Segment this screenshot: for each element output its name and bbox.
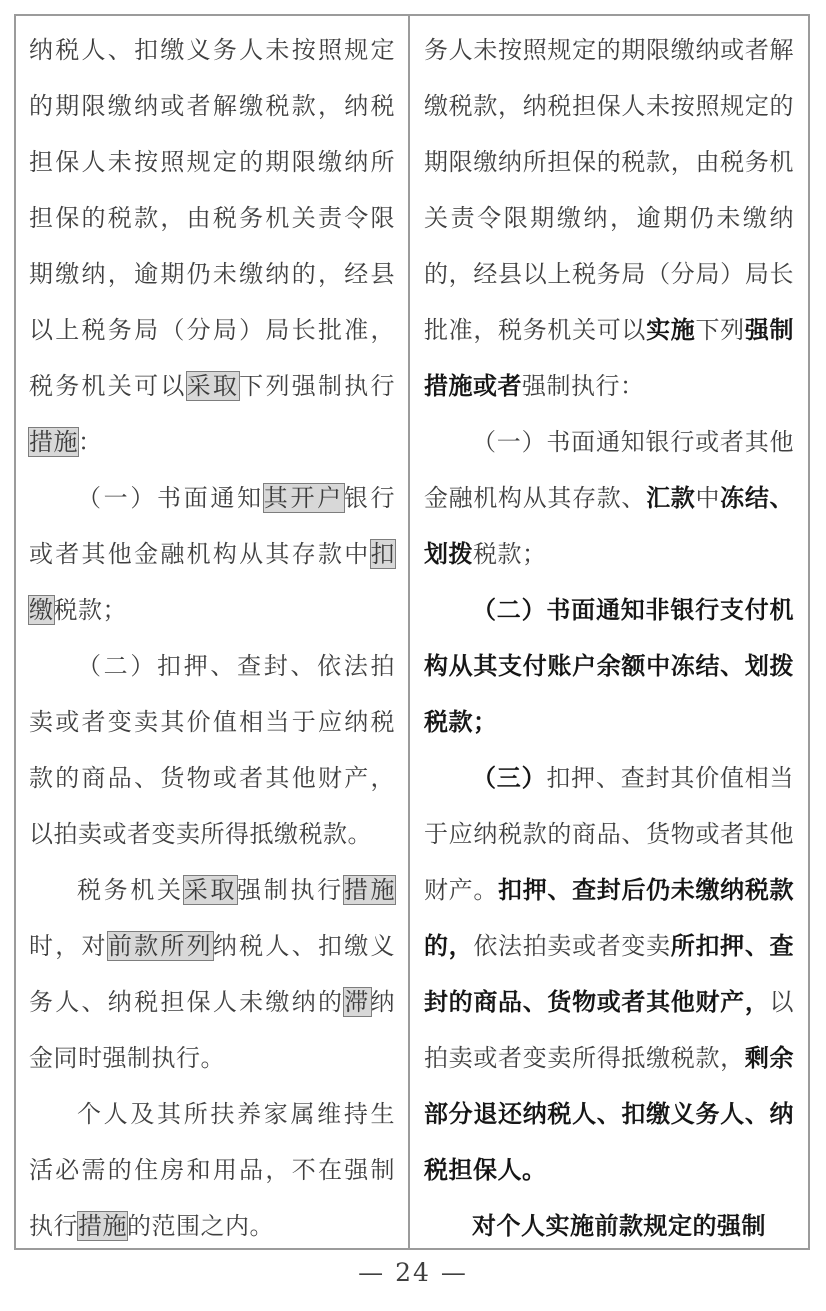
- text-run-deleted: 滞: [344, 988, 371, 1016]
- text-run-normal: 纳税人、扣缴义务人、纳税担保人未缴纳的: [29, 932, 396, 1016]
- text-run-normal: 强制执行: [237, 876, 344, 904]
- text-run-deleted: 措施: [343, 876, 396, 904]
- paragraph: [29, 470, 395, 638]
- text-run-bold: （三）: [472, 764, 547, 792]
- text-run-bold: 冻结、划拨: [424, 484, 795, 568]
- text-run-normal: ：: [78, 428, 103, 456]
- text-run-bold: 所扣押、查封的商品、货物或者其他财产，: [424, 932, 795, 1016]
- text-run-deleted: 采取: [183, 876, 238, 904]
- text-run-normal: 依法拍卖或者变卖: [473, 932, 671, 960]
- text-run-normal: 纳金同时强制执行。: [29, 988, 396, 1072]
- text-run-normal: 时，对: [29, 932, 108, 960]
- text-run-normal: 下列强制执行: [239, 372, 396, 400]
- text-run-deleted: 其开户: [263, 484, 344, 512]
- text-run-normal: 强制执行：: [522, 372, 645, 400]
- law-comparison-table: [14, 14, 810, 1250]
- text-run-bold: 实施: [646, 316, 696, 344]
- text-run-deleted: 措施: [29, 428, 78, 456]
- paragraph: [424, 750, 794, 1198]
- text-run-normal: （二）扣押、查封、依法拍卖或者变卖其价值相当于应纳税款的商品、货物或者其他财产，以拍卖或者变卖所得抵缴税款。: [29, 652, 395, 848]
- paragraph: [424, 1198, 794, 1248]
- text-run-deleted: 措施: [78, 1212, 127, 1240]
- page-number: — 24 —: [358, 1258, 468, 1287]
- text-run-normal: 扣押、查封其价值相当于应纳税款的商品、货物或者其他财产。: [424, 764, 794, 904]
- text-run-normal: 税款；: [53, 596, 127, 624]
- text-run-bold: 强制措施或者: [424, 316, 795, 400]
- paragraph: [424, 22, 794, 414]
- old-law-column: [16, 16, 410, 1248]
- text-run-normal: （一）书面通知银行或者其他金融机构从其存款、: [424, 428, 794, 512]
- text-run-deleted: 扣缴: [29, 540, 395, 624]
- text-run-normal: 纳税人、扣缴义务人未按照规定的期限缴纳或者解缴税款，纳税担保人未按照规定的期限缴纳所担保的税款，由税务机关责令限期缴纳，逾期仍未缴纳的，经县以上税务局（分局）局长批准，税务机关可以: [29, 36, 395, 400]
- text-run-deleted: 采取: [186, 372, 240, 400]
- text-run-bold: （二）书面通知非银行支付机构从其支付账户余额中冻结、划拨税款；: [424, 596, 794, 736]
- text-run-normal: 银行或者其他金融机构从其存款中: [29, 484, 396, 568]
- text-run-bold: 对个人实施前款规定的强制: [472, 1212, 766, 1240]
- revised-law-column: [410, 16, 808, 1248]
- text-run-deleted: 前款所列: [107, 932, 213, 960]
- paragraph: [424, 582, 794, 750]
- text-run-normal: （一）书面通知: [77, 484, 264, 512]
- text-run-normal: 中: [695, 484, 721, 512]
- text-run-normal: 个人及其所扶养家属维持生活必需的住房和用品，不在强制执行: [29, 1100, 395, 1240]
- text-run-bold: 扣押、查封后仍未缴纳税款的，: [424, 876, 795, 960]
- paragraph: [29, 638, 395, 862]
- text-run-normal: 务人未按照规定的期限缴纳或者解缴税款，纳税担保人未按照规定的期限缴纳所担保的税款，由税务机关责令限期缴纳，逾期仍未缴纳的，经县以上税务局（分局）局长批准，税务机关可以: [424, 36, 794, 344]
- paragraph: [29, 1086, 395, 1248]
- text-run-normal: 的范围之内。: [127, 1212, 274, 1240]
- paragraph: [29, 22, 395, 470]
- text-run-normal: 税务机关: [77, 876, 184, 904]
- text-run-normal: 下列: [695, 316, 745, 344]
- paragraph: [424, 414, 794, 582]
- text-run-bold: 汇款: [646, 484, 696, 512]
- paragraph: [29, 862, 395, 1086]
- text-run-normal: 税款；: [473, 540, 547, 568]
- text-run-normal: 以拍卖或者变卖所得抵缴税款，: [424, 988, 794, 1072]
- text-run-bold: 剩余部分退还纳税人、扣缴义务人、纳税担保人。: [424, 1044, 795, 1184]
